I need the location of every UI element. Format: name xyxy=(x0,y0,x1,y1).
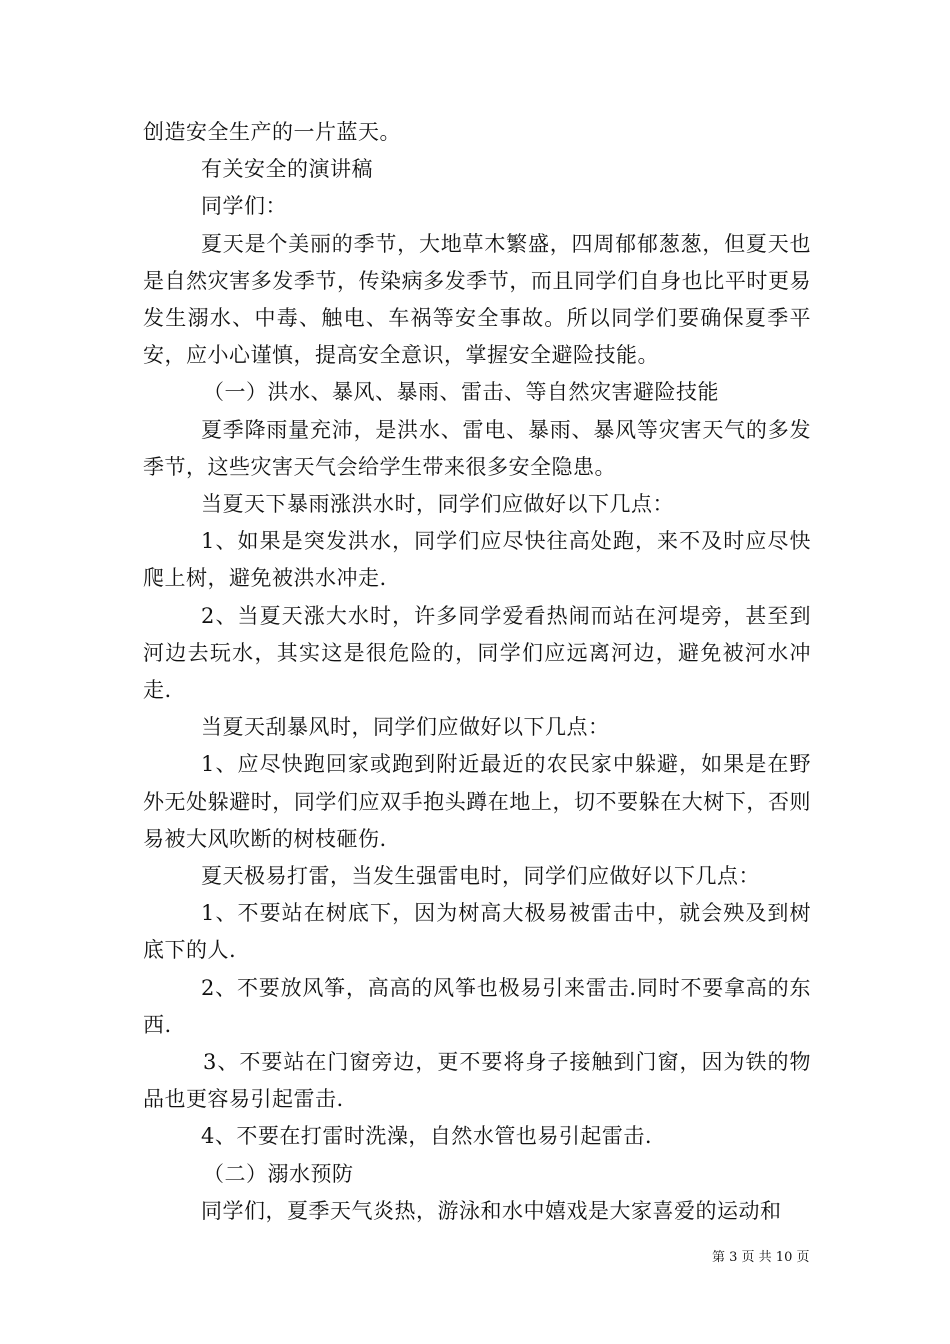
list-item-thunder-4: 4、不要在打雷时洗澡，自然水管也易引起雷击. xyxy=(201,1124,653,1149)
section-heading-1: （一）洪水、暴风、暴雨、雷击、等自然灾害避险技能 xyxy=(203,380,719,405)
paragraph-storm-lead: 当夏天刮暴风时，同学们应做好以下几点： xyxy=(201,715,610,740)
list-item-storm-1: 1、应尽快跑回家或跑到附近最近的农民家中躲避，如果是在野外无处躲避时，同学们应双手抱头蹲在地上，切不要躲在大树下，否则易被大风吹断的树枝砸伤. xyxy=(143,752,811,851)
paragraph-thunder-lead: 夏天极易打雷，当发生强雷电时，同学们应做好以下几点： xyxy=(201,864,760,889)
list-item-thunder-2: 2、不要放风筝，高高的风筝也极易引来雷击.同时不要拿高的东西. xyxy=(143,975,811,1037)
list-item-thunder-3: 3、不要站在门窗旁边，更不要将身子接触到门窗，因为铁的物品也更容易引起雷击. xyxy=(143,1050,811,1112)
list-item-thunder-1: 1、不要站在树底下，因为树高大极易被雷击中，就会殃及到树底下的人. xyxy=(143,901,811,963)
speech-title: 有关安全的演讲稿 xyxy=(201,157,373,182)
salutation: 同学们： xyxy=(201,194,287,219)
list-item-flood-1: 1、如果是突发洪水，同学们应尽快往高处跑，来不及时应尽快爬上树，避免被洪水冲走. xyxy=(143,529,811,591)
list-item-flood-2: 2、当夏天涨大水时，许多同学爱看热闹而站在河堤旁，甚至到河边去玩水，其实这是很危险的，同学们应远离河边，避免被河水冲走. xyxy=(143,603,811,703)
paragraph-continuation: 创造安全生产的一片蓝天。 xyxy=(143,120,401,144)
paragraph-intro: 夏天是个美丽的季节，大地草木繁盛，四周郁郁葱葱，但夏天也是自然灾害多发季节，传染病多发季节，而且同学们自身也比平时更易发生溺水、中毒、触电、车祸等安全事故。所以同学们要确保夏季平安，应小心谨慎，提高安全意识，掌握安全避险技能。 xyxy=(143,231,811,368)
paragraph-flood-lead: 当夏天下暴雨涨洪水时，同学们应做好以下几点： xyxy=(201,492,674,517)
document-body xyxy=(143,114,811,1230)
paragraph-drowning-intro: 同学们，夏季天气炎热，游泳和水中嬉戏是大家喜爱的运动和 xyxy=(201,1198,782,1223)
paragraph-rain-season: 夏季降雨量充沛，是洪水、雷电、暴雨、暴风等灾害天气的多发季节，这些灾害天气会给学生带来很多安全隐患。 xyxy=(143,417,811,479)
section-heading-2: （二）溺水预防 xyxy=(203,1161,354,1186)
page-number-footer: 第 3 页 共 10 页 xyxy=(712,1250,810,1265)
